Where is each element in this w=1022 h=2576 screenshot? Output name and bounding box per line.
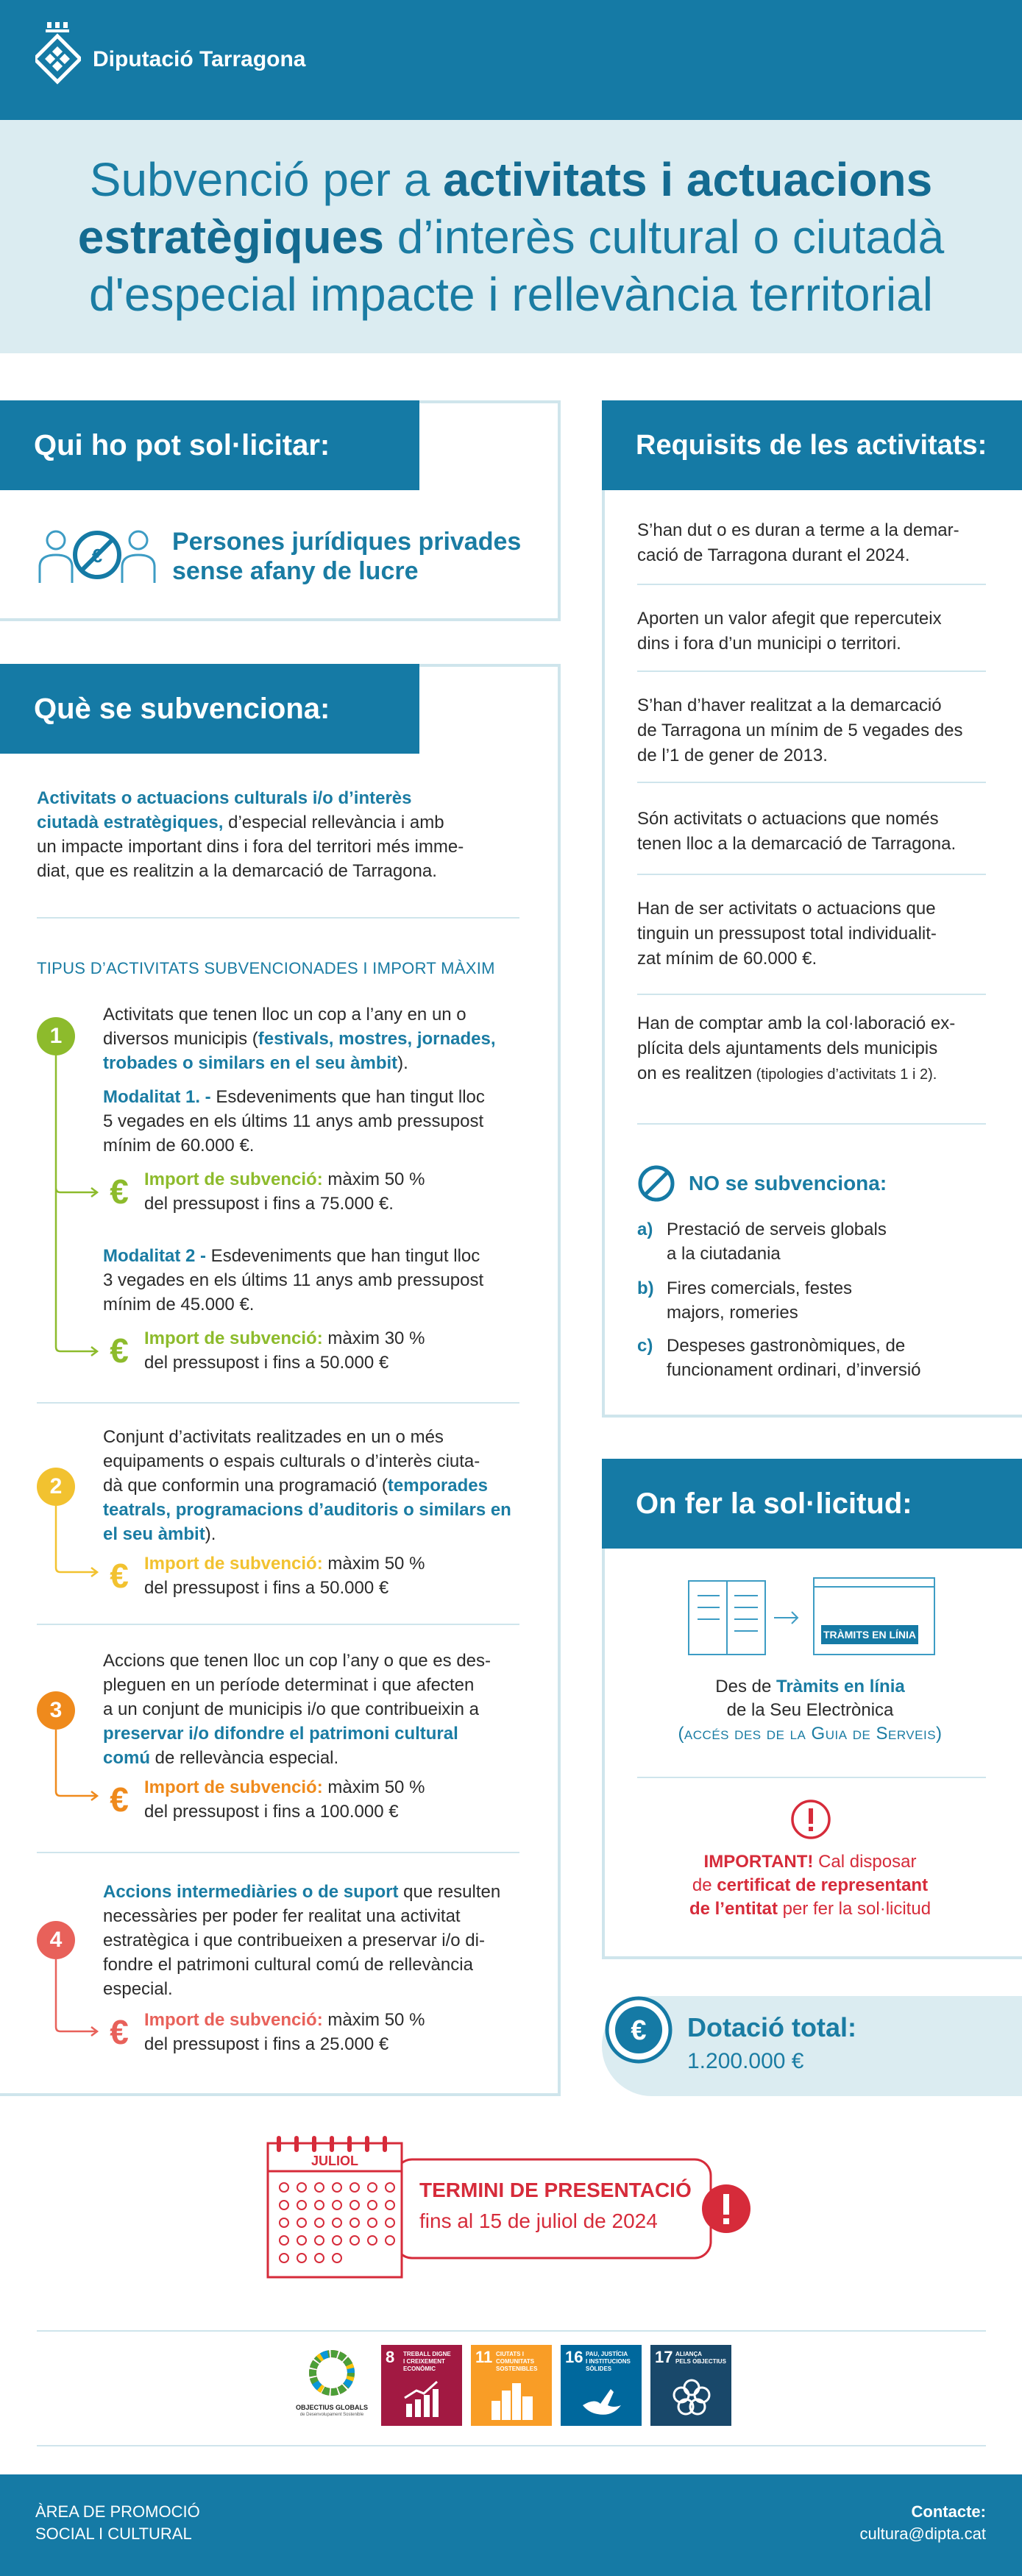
- modalitat-1-import: Import de subvenció: màxim 50 % del pressupost i fins a 75.000 €.: [144, 1170, 425, 1214]
- euro-coin-icon: [605, 1996, 673, 2064]
- type-3-import: Import de subvenció: màxim 50 % del pressupost i fins a 100.000 €: [144, 1777, 425, 1822]
- divider: [637, 1123, 986, 1125]
- footer-area: ÀREA DE PROMOCIÓ SOCIAL I CULTURAL: [35, 2502, 200, 2543]
- no-item-b: b) Fires comercials, festes majors, romeries: [637, 1278, 853, 1323]
- important-note: IMPORTANT! Cal disposar de certificat de representant de l’entitat per fer la sol·licitud: [689, 1852, 931, 1919]
- euro-icon: €: [110, 2013, 129, 2051]
- divider: [637, 584, 986, 585]
- persons-no-profit-icon: [35, 524, 159, 586]
- sdg-logo: [291, 2345, 372, 2426]
- sdg-logo-sublabel: de Desenvolupament Sostenible: [299, 2413, 364, 2417]
- divider: [37, 1852, 519, 1853]
- euro-icon: €: [110, 1331, 129, 1370]
- type-2-number: 2: [37, 1468, 75, 1506]
- type-4-connector: [54, 1959, 99, 2040]
- sdg-goal-11: 11 CIUTATS I COMUNITATS SOSTENIBLES: [471, 2345, 552, 2426]
- deadline-title: TERMINI DE PRESENTACIÓ: [419, 2179, 692, 2201]
- modalitat-1: Modalitat 1. - Esdeveniments que han tingut lloc 5 vegades en els últims 11 anys amb pressupost mínim de 60.000 €.: [103, 1087, 485, 1156]
- what-intro: Activitats o actuacions culturals i/o d’interès ciutadà estratègiques, d’especial rellevància i amb un impacte important dins i fora del territori més imme- diat, que es realitzin a la demarcació de Tarragona.: [37, 788, 464, 881]
- org-name: Diputació Tarragona: [93, 47, 306, 71]
- apply-tab: On fer la sol·licitud:: [602, 1459, 1022, 1549]
- no-subsidy-title: NO se subvenciona:: [689, 1172, 887, 1195]
- divider: [637, 1777, 986, 1778]
- svg-text:€: €: [91, 545, 103, 567]
- type-2-import: Import de subvenció: màxim 50 % del pressupost i fins a 50.000 €: [144, 1554, 425, 1598]
- no-item-c: c) Despeses gastronòmiques, de funcionament ordinari, d’inversió: [637, 1336, 921, 1380]
- type-3-text: Accions que tenen lloc un cop l’any o que es des- pleguen en un període determinat i que afecten a un conjunt de municipis i/o que contribueixin a preservar i/o difondre el patrimoni cultural comú de rellevància especial.: [103, 1651, 492, 1768]
- budget-amount: 1.200.000 €: [687, 2049, 804, 2073]
- type-4-number: 4: [37, 1921, 75, 1959]
- divider: [37, 2445, 986, 2446]
- online-procedures-illustration: [687, 1575, 937, 1660]
- divider: [37, 1624, 519, 1625]
- type-1-number: 1: [37, 1017, 75, 1055]
- who-text: Persones jurídiques privades sense afany de lucre: [172, 528, 522, 585]
- type-1-connector: [54, 1055, 99, 1357]
- type-4-text: Accions intermediàries o de suport que resulten necessàries per poder fer realitat una activitat estratègica i que contribueixen a preservar i/o di- fondre el patrimoni cultural comú de rellevància especial.: [103, 1882, 501, 1999]
- euro-icon: €: [110, 1780, 129, 1819]
- divider: [37, 917, 519, 919]
- type-2-connector: [54, 1506, 99, 1579]
- footer-contact: Contacte: cultura@dipta.cat: [765, 2501, 986, 2545]
- requirement-2: Aporten un valor afegit que repercuteix dins i fora d’un municipi o territori.: [637, 609, 942, 654]
- divider: [37, 1402, 519, 1404]
- alert-icon: [700, 2183, 752, 2234]
- contact-email-link[interactable]: cultura@dipta.cat: [859, 2524, 986, 2543]
- sdg-goal-17: 17 ALIANÇA PELS OBJECTIUS: [650, 2345, 731, 2426]
- requirements-tab: Requisits de les activitats:: [602, 400, 1022, 490]
- modalitat-2: Modalitat 2 - Esdeveniments que han tingut lloc 3 vegades en els últims 11 anys amb pressupost mínim de 45.000 €.: [103, 1246, 484, 1314]
- divider: [637, 782, 986, 783]
- euro-icon: €: [110, 1557, 129, 1595]
- type-2-text: Conjunt d’activitats realitzades en un o més equipaments o espais culturals o d’interès ciuta- dà que conformin una programació (temporades teatrals, programacions d’auditoris o similars en el seu àmbit).: [103, 1427, 511, 1544]
- types-heading: TIPUS D’ACTIVITATS SUBVENCIONADES I IMPORT MÀXIM: [37, 959, 495, 977]
- growth-chart-icon: [403, 2380, 441, 2418]
- requirement-5: Han de ser activitats o actuacions que tinguin un pressupost total individualit- zat mínim de 60.000 €.: [637, 899, 937, 969]
- requirement-6: Han de comptar amb la col·laboració ex- plícita dels ajuntaments dels municipis on es realitzen (tipologies d’activitats 1 i 2).: [637, 1013, 956, 1083]
- no-item-a: a) Prestació de serveis globals a la ciutadania: [637, 1220, 887, 1264]
- prohibited-icon: [637, 1164, 675, 1203]
- diputacio-logo-icon: [35, 22, 81, 85]
- sdg-goal-8: 8 TREBALL DIGNE I CREIXEMENT ECONÒMIC: [381, 2345, 462, 2426]
- type-4-import: Import de subvenció: màxim 50 % del pressupost i fins a 25.000 €: [144, 2010, 425, 2054]
- who-tab: Qui ho pot sol·licitar:: [0, 400, 419, 490]
- divider: [637, 670, 986, 672]
- requirement-3: S’han d’haver realitzat a la demarcació de Tarragona un mínim de 5 vegades des de l’1 de gener de 2013.: [637, 696, 963, 765]
- calendar-month: JULIOL: [310, 2154, 358, 2168]
- type-3-connector: [54, 1730, 99, 1803]
- warning-icon: [790, 1799, 831, 1840]
- page-title: Subvenció per a activitats i actuacions estratègiques d’interès cultural o ciutadà d'especial impacte i rellevància territorial: [77, 153, 945, 321]
- divider: [37, 2330, 986, 2332]
- what-tab: Què se subvenciona:: [0, 664, 419, 754]
- sdg-goal-16: 16 PAU, JUSTÍCIA I INSTITUCIONS SÒLIDES: [561, 2345, 642, 2426]
- requirement-1: S’han dut o es duran a terme a la demar- cació de Tarragona durant el 2024.: [637, 520, 959, 565]
- type-1-text: Activitats que tenen lloc un cop a l’any en un o diversos municipis (festivals, mostres, jornades, trobades o similars en el seu àmbit).: [103, 1005, 496, 1073]
- deadline-date: fins al 15 de juliol de 2024: [419, 2209, 658, 2232]
- city-icon: [490, 2382, 534, 2420]
- sdg-logo-label: OBJECTIUS GLOBALS: [295, 2404, 368, 2411]
- partnership-flower-icon: [673, 2379, 711, 2417]
- apply-text: Des de Tràmits en línia de la Seu Electrònica (accés des de la Guia de Serveis): [678, 1677, 943, 1744]
- type-3-number: 3: [37, 1691, 75, 1730]
- divider: [637, 874, 986, 875]
- requirement-4: Són activitats o actuacions que només tenen lloc a la demarcació de Tarragona.: [637, 809, 957, 854]
- online-procedures-button[interactable]: TRÀMITS EN LÍNIA: [821, 1625, 918, 1644]
- svg-text:€: €: [631, 2015, 647, 2046]
- budget-title: Dotació total:: [687, 2012, 856, 2042]
- euro-icon: €: [110, 1172, 129, 1211]
- modalitat-2-import: Import de subvenció: màxim 30 % del pressupost i fins a 50.000 €: [144, 1328, 425, 1373]
- divider: [637, 994, 986, 995]
- dove-icon: [581, 2383, 622, 2418]
